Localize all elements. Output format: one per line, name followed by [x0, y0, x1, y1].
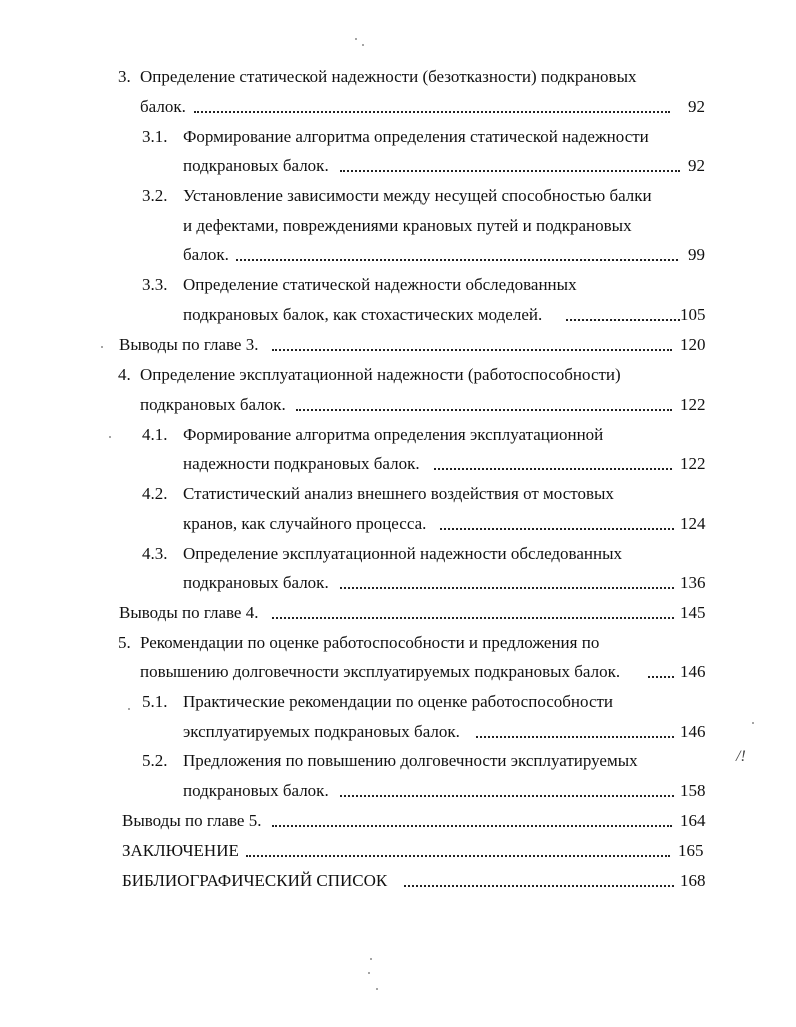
toc-s5-2-title-line1: Предложения по повышению долговечности эксплуатируемых	[183, 751, 638, 770]
toc-s3-2-title-line2: и дефектами, повреждениями крановых путей и подкрановых	[183, 216, 632, 235]
toc-conclusions-ch4: Выводы по главе 4.	[119, 603, 259, 622]
toc-s3-2-title-line1: Установление зависимости между несущей способностью балки	[183, 186, 652, 205]
toc-s4-1-title-line2: надежности подкрановых балок.	[183, 454, 420, 473]
dot-leader	[340, 795, 674, 797]
toc-s3-number: 3.	[118, 67, 131, 86]
toc-s3-3-title-line1: Определение статической надежности обследованных	[183, 275, 577, 294]
scan-speck	[109, 436, 111, 438]
toc-s3-title-line1: Определение статической надежности (безотказности) подкрановых	[140, 67, 637, 86]
toc-s4-3-title-line1: Определение эксплуатационной надежности обследованных	[183, 544, 623, 563]
toc-s5-number: 5.	[118, 633, 131, 652]
toc-s4-title-line2: подкрановых балок.	[140, 395, 286, 414]
toc-s5-1-title-line2: эксплуатируемых подкрановых балок.	[183, 722, 460, 741]
toc-s4-number: 4.	[118, 365, 131, 384]
toc-s5-1-page: 146	[680, 722, 706, 741]
toc-s5-title-line2: повышению долговечности эксплуатируемых подкрановых балок.	[140, 662, 621, 681]
toc-s4-1-number: 4.1.	[142, 425, 168, 444]
toc-s4-2-page: 124	[680, 514, 706, 533]
dot-leader	[648, 676, 674, 678]
toc-s4-title-line1: Определение эксплуатационной надежности (работоспособности)	[140, 365, 621, 384]
toc-conclusions-ch5-page: 164	[680, 811, 706, 830]
toc-conclusions-ch4-page: 145	[680, 603, 706, 622]
toc-s3-3-number: 3.3.	[142, 275, 168, 294]
toc-conclusion-page: 165	[678, 841, 704, 860]
toc-bibliography-page: 168	[680, 871, 706, 890]
scan-speck	[370, 958, 372, 960]
scan-speck	[376, 988, 378, 990]
toc-s3-1-number: 3.1.	[142, 127, 168, 146]
toc-conclusions-ch3-page: 120	[680, 335, 706, 354]
toc-s4-3-title-line2: подкрановых балок.	[183, 573, 329, 592]
dot-leader	[296, 409, 672, 411]
scan-speck	[101, 346, 103, 348]
scan-speck	[128, 708, 130, 710]
dot-leader	[272, 617, 674, 619]
toc-s3-2-number: 3.2.	[142, 186, 168, 205]
toc-s5-2-page: 158	[680, 781, 706, 800]
toc-s5-1-title-line1: Практические рекомендации по оценке работоспособности	[183, 692, 614, 711]
toc-s4-1-page: 122	[680, 454, 706, 473]
scan-speck	[752, 722, 754, 724]
dot-leader	[272, 349, 672, 351]
dot-leader	[434, 468, 672, 470]
toc-s3-3-page: 105	[680, 305, 706, 324]
dot-leader	[440, 528, 674, 530]
scan-speck	[368, 972, 370, 974]
toc-s3-3-title-line2: подкрановых балок, как стохастических моделей.	[183, 305, 543, 324]
toc-s4-3-number: 4.3.	[142, 544, 168, 563]
dot-leader	[194, 111, 670, 113]
toc-s4-2-title-line1: Статистический анализ внешнего воздействия от мостовых	[183, 484, 614, 503]
toc-s4-3-page: 136	[680, 573, 706, 592]
toc-s3-1-title-line2: подкрановых балок.	[183, 156, 329, 175]
toc-conclusions-ch5: Выводы по главе 5.	[122, 811, 262, 830]
toc-s3-2-title-line3: балок.	[183, 245, 229, 264]
scan-speck	[355, 38, 357, 40]
dot-leader	[246, 855, 670, 857]
toc-bibliography: БИБЛИОГРАФИЧЕСКИЙ СПИСОК	[122, 871, 388, 890]
toc-s3-1-page: 92	[688, 156, 705, 175]
pen-mark: /!	[736, 748, 746, 765]
toc-s5-title-line1: Рекомендации по оценке работоспособности и предложения по	[140, 633, 600, 652]
toc-s5-1-number: 5.1.	[142, 692, 168, 711]
dot-leader	[236, 259, 678, 261]
toc-s5-2-number: 5.2.	[142, 751, 168, 770]
toc-s4-2-number: 4.2.	[142, 484, 168, 503]
toc-conclusion: ЗАКЛЮЧЕНИЕ	[122, 841, 239, 860]
toc-conclusions-ch3: Выводы по главе 3.	[119, 335, 259, 354]
dot-leader	[476, 736, 674, 738]
toc-s5-2-title-line2: подкрановых балок.	[183, 781, 329, 800]
toc-s3-2-page: 99	[688, 245, 705, 264]
toc-s3-title-line2: балок.	[140, 97, 186, 116]
toc-s3-page: 92	[688, 97, 705, 116]
dot-leader	[566, 319, 680, 321]
toc-s4-1-title-line1: Формирование алгоритма определения эксплуатационной	[183, 425, 604, 444]
dot-leader	[340, 170, 680, 172]
toc-s5-page: 146	[680, 662, 706, 681]
toc-s4-page: 122	[680, 395, 706, 414]
dot-leader	[404, 885, 674, 887]
toc-s4-2-title-line2: кранов, как случайного процесса.	[183, 514, 427, 533]
scan-speck	[362, 44, 364, 46]
dot-leader	[272, 825, 672, 827]
dot-leader	[340, 587, 674, 589]
toc-s3-1-title-line1: Формирование алгоритма определения статической надежности	[183, 127, 649, 146]
